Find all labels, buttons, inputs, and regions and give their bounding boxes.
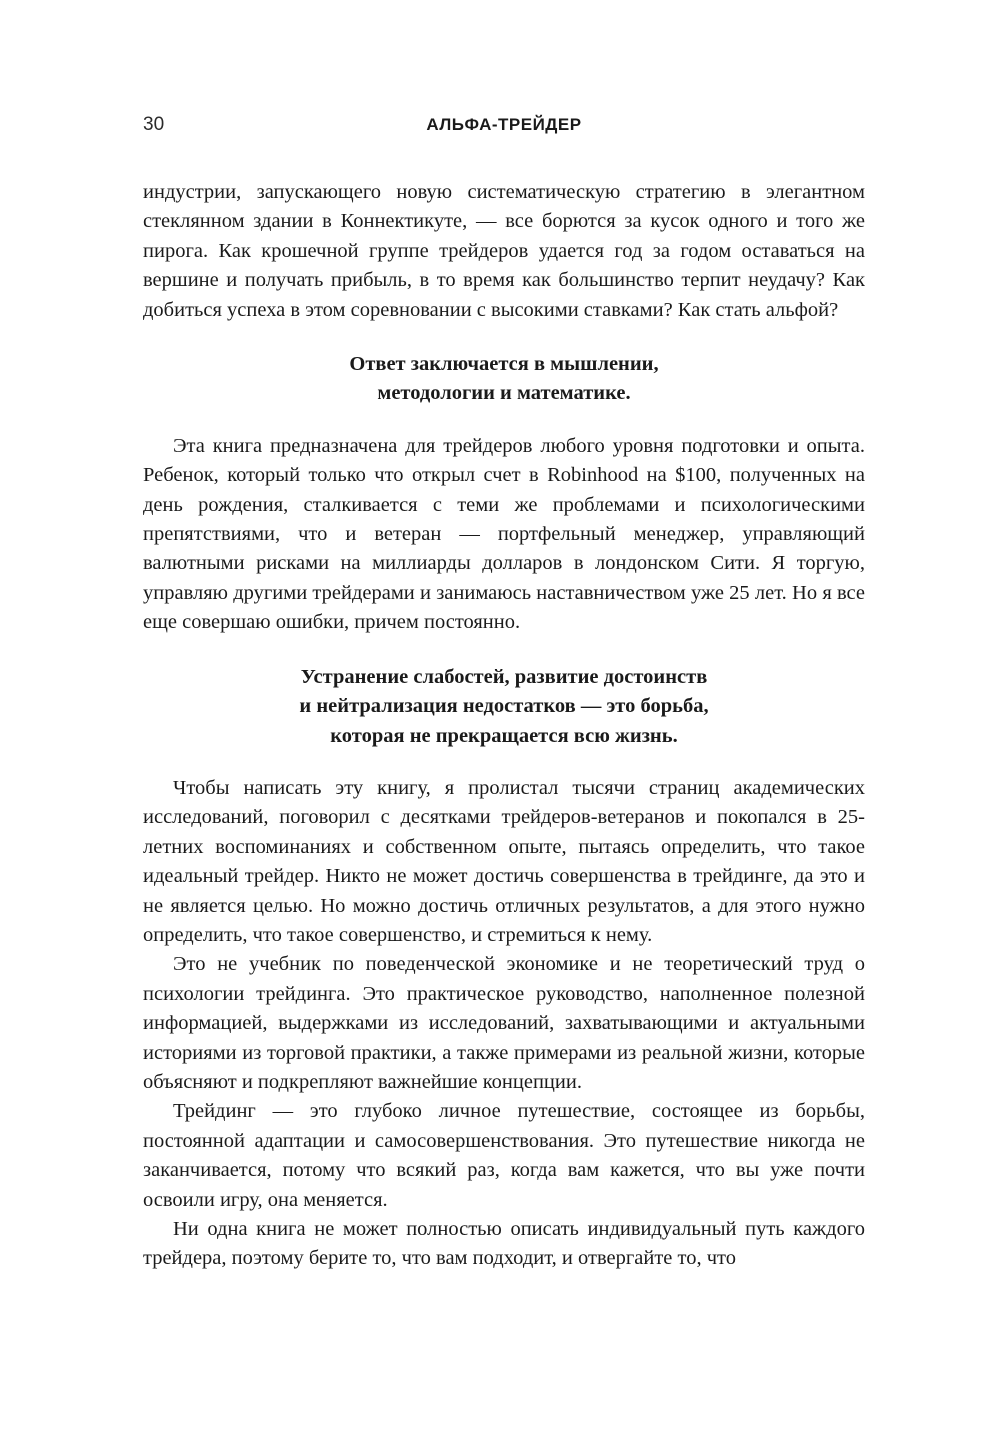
callout-line: которая не прекращается всю жизнь. [330,724,678,747]
callout-line: и нейтрализация недостатков — это борьба, [299,695,709,718]
callout-struggle [143,663,865,751]
paragraph-individual-path: Ни одна книга не может полностью описать индивидуальный путь каждого трейдера, поэтому берите то, что вам подходит, и отвергайте то, что [143,1218,865,1270]
paragraph-continuation: индустрии, запускающего новую систематическую стратегию в элегантном стеклянном здании в Коннектикуте, — все борются за кусок одного и того же пирога. Как крошечной группе трейдеров удается год за годом оставаться на вершине и получать прибыль, в то время как большинство терпит неудачу? Как добиться успеха в этом соревновании с высокими ставками? Как стать альфой? [143,181,865,321]
callout-answer [143,350,865,409]
paragraph-research: Чтобы написать эту книгу, я пролистал тысячи страниц академических исследований, поговорил с десятками трейдеров-ветеранов и покопался в 25-летних воспоминаниях и собственном опыте, пытаясь определить, что такое идеальный трейдер. Никто не может достичь совершенства в трейдинге, да это и не является целью. Но можно достичь отличных результатов, а для этого нужно определить, что такое совершенство, и стремиться к нему. [143,776,865,946]
paragraph-journey: Трейдинг — это глубоко личное путешествие, состоящее из борьбы, постоянной адаптации и самосовершенствования. Это путешествие никогда не заканчивается, потому что всякий раз, когда вам кажется, что вы уже почти освоили игру, она меняется. [143,1100,865,1211]
callout-line: методологии и математике. [377,382,631,405]
callout-line: Ответ заключается в мышлении, [349,353,659,376]
book-title: АЛЬФА-ТРЕЙДЕР [426,115,582,134]
paragraph-practical-guide: Это не учебник по поведенческой экономике и не теоретический труд о психологии трейдинга. Это практическое руководство, наполненное полезной информацией, выдержками из исследований, захватывающими и актуальными историями из торговой практики, а также примерами из реальной жизни, которые объясняют и подкрепляют важнейшие концепции. [143,953,865,1093]
paragraph-audience: Эта книга предназначена для трейдеров любого уровня подготовки и опыта. Ребенок, который только что открыл счет в Robinhood на $100, полученных на день рождения, сталкивается с теми же проблемами и психологическими препятствиями, что и ветеран — портфельный менеджер, управляющий валютными рисками на миллиарды долларов в лондонском Сити. Я торгую, управляю другими трейдерами и занимаюсь наставничеством уже 25 лет. Но я все еще совершаю ошибки, причем постоянно. [143,434,865,634]
body-text [143,178,865,1274]
running-header [143,112,865,140]
page-number: 30 [143,114,165,135]
callout-line: Устранение слабостей, развитие достоинств [300,665,708,688]
